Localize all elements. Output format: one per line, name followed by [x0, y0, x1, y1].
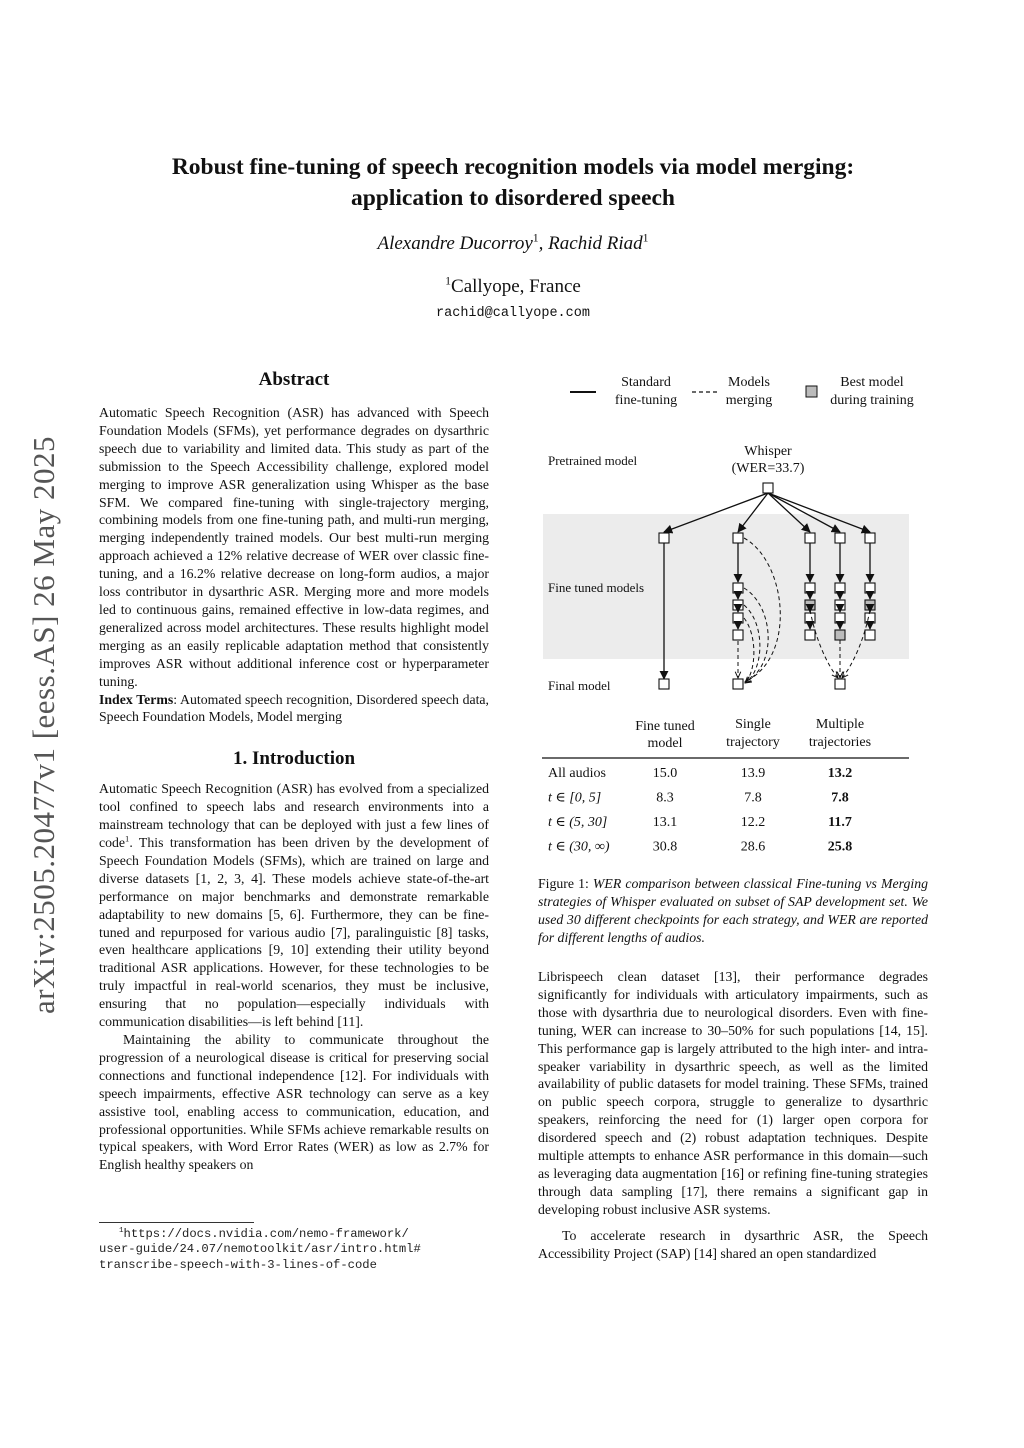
footnote-mark[interactable]: 1: [125, 833, 130, 844]
checkpoint-box: [733, 583, 743, 593]
arxiv-identifier: arXiv:2505.20477v1 [eess.AS] 26 May 2025: [26, 436, 61, 1014]
checkpoint-box: [763, 483, 773, 493]
table-row-label: All audios: [548, 766, 606, 781]
caption-text: WER comparison between classical Fine-tuning vs Merging strategies of Whisper evaluated on subset of SAP development set. We used 30 different checkpoints for each strategy, and WER are reported for different lengths of audios.: [538, 876, 928, 945]
legend-gray-box: [806, 386, 817, 397]
intro-paragraph: Maintaining the ability to communicate throughout the progression of a neurological disease is critical for preserving social connections and functional independence [12]. For individuals with speech impairments, effective ASR technology can serve as a key assistive tool, enabling access to communication, education, and professional opportunities. While SFMs achieve remarkable results on typical speakers, with Word Error Rates (WER) as low as 2.7% for English healthy speakers on: [99, 1032, 489, 1173]
whisper-label: Whisper: [744, 444, 792, 459]
legend-label: Best model: [840, 375, 904, 390]
introduction-body: [99, 780, 489, 1174]
right-column: [538, 968, 928, 1263]
affiliation: [100, 276, 926, 298]
footnote: [99, 1227, 499, 1273]
title-line-2: application to disordered speech: [350, 185, 675, 211]
footnote-url-line[interactable]: https://docs.nvidia.com/nemo-framework/: [123, 1227, 409, 1241]
table-cell: 12.2: [740, 815, 766, 830]
table-col-header: Multiple: [815, 717, 865, 732]
checkpoint-box: [835, 600, 845, 610]
checkpoint-box: [835, 679, 845, 689]
index-terms-label: Index Terms: [99, 691, 174, 707]
intro-text: . This transformation has been driven by the development of Speech Foundation Models (SFMs), which are trained on large and diverse datasets [1, 2, 3, 4]. These models achieve state-of-the-art performance on major benchmarks and demonstrate remarkable adaptability to new domains [5, 6]. Furthermore, they can be fine-tuned and repurposed for various audio [7], paralinguistic [8] tasks, even healthcare applications [9, 10] extending their utility beyond traditional ASR applications. However, for these technologies to be truly impactful in real-world scenarios, they must be inclusive, ensuring that no population—especially individuals with communication disabilities—is left behind [11].: [99, 835, 489, 1030]
author-separator: ,: [538, 233, 549, 254]
checkpoint-box: [733, 533, 743, 543]
figure-legend: [570, 375, 914, 408]
checkpoint-box: [805, 583, 815, 593]
affiliation-name: Callyope, France: [451, 276, 581, 297]
checkpoint-box: [865, 533, 875, 543]
footnote-rule: [99, 1222, 254, 1223]
author-list: [100, 233, 926, 255]
checkpoint-box: [805, 613, 815, 623]
table-col-header: Single: [735, 717, 771, 732]
table-cell: 13.1: [652, 815, 678, 830]
checkpoint-box: [865, 600, 875, 610]
table-row-label: t ∈ (30, ∞): [548, 839, 610, 855]
checkpoint-box: [733, 679, 743, 689]
abstract-text: Automatic Speech Recognition (ASR) has advanced with Speech Foundation Models (SFMs), yet performance degrades on dysarthric speech due to variability and limited data. This study as part of the submission to the Speech Accessibility challenge, explored model merging to improve ASR generalization using Whisper as the base SFM. We compared fine-tuning with single-trajectory merging, combining models from one fine-tuning path, and multi-run merging, merging independently trained models. Our best multi-run merging approach achieved a 12% relative decrease of WER over classic fine-tuning, and a 16.2% relative decrease on long-form audios, a major loss contributor in dysarthric ASR. Merging more and more models led to continuous gains, remained effective in low-data regimes, and generalized across model architectures. These results highlight model merging as an easily replicable adaptation method that consistently improves ASR without additional inference cost or hyperparameter tuning.: [99, 405, 489, 689]
table-cell: 7.8: [744, 790, 762, 806]
table-row-label: t ∈ (5, 30]: [548, 815, 608, 830]
checkpoint-box: [865, 613, 875, 623]
row-label-fine-tuned: Fine tuned models: [548, 580, 645, 595]
affiliation-mark: 1: [445, 274, 452, 288]
footnote-url-line[interactable]: user-guide/24.07/nemotoolkit/asr/intro.html#: [99, 1242, 421, 1257]
wer-table: [542, 717, 909, 855]
intro-text: Automatic Speech Recognition (ASR) has evolved from a specialized tool confined to speech labs and research environments into a mainstream technology that can be deployed with just a few lines of code: [99, 781, 489, 851]
table-cell: 30.8: [652, 839, 678, 855]
row-label-final: Final model: [548, 678, 611, 693]
table-col-header: model: [647, 736, 683, 751]
figure-1: [536, 366, 916, 862]
table-col-header: trajectories: [808, 735, 872, 750]
checkpoint-box: [733, 613, 743, 623]
legend-label: merging: [725, 393, 773, 408]
author-affil-mark: 1: [532, 231, 539, 245]
table-cell: 11.7: [828, 815, 852, 830]
checkpoint-box: [835, 583, 845, 593]
abstract-body: [99, 404, 489, 726]
checkpoint-box: [805, 600, 815, 610]
author-name: Alexandre Ducorroy: [377, 233, 533, 254]
abstract-heading: Abstract: [258, 369, 330, 390]
author-email[interactable]: rachid@callyope.com: [436, 306, 590, 321]
whisper-wer: (WER=33.7): [731, 461, 805, 476]
index-terms-text: : Automated speech recognition, Disordered speech data, Speech Foundation Models, Model merging: [99, 691, 489, 725]
body-paragraph: Librispeech clean dataset [13], their performance degrades significantly for individuals with articulatory impairments, such as those with dysarthria due to neurological disorders. Even with fine-tuning, WER can increase to 30–50% for such populations [14, 15]. This performance gap is largely attributed to the high inter- and intra-speaker variability in dysarthric speech, as well as the limited availability of public datasets for model training. These SFMs, trained on public speech corpora, struggle to generalize to dysarthric speakers, reinforcing the need for (1) larger open corpora for disordered speech and (2) robust adaptation techniques. Despite multiple attempts to enhance ASR performance in this domain—such as leveraging data augmentation [16] or refining fine-tuning strategies through data sampling [17], there remains a significant gap in developing robust inclusive ASR systems.: [538, 969, 928, 1217]
checkpoint-box: [733, 630, 743, 640]
table-col-header: Fine tuned: [635, 719, 695, 734]
table-col-header: trajectory: [726, 735, 780, 750]
checkpoint-box: [659, 679, 669, 689]
body-paragraph: To accelerate research in dysarthric ASR, the Speech Accessibility Project (SAP) [14] shared an open standardized: [538, 1227, 928, 1261]
legend-label: fine-tuning: [614, 393, 678, 408]
table-row-label: t ∈ [0, 5]: [548, 790, 602, 806]
figure-caption: [538, 875, 928, 947]
legend-label: during training: [830, 393, 914, 408]
footnote-url-line[interactable]: transcribe-speech-with-3-lines-of-code: [99, 1257, 377, 1272]
checkpoint-box: [733, 600, 743, 610]
table-cell: 8.3: [656, 790, 674, 806]
table-cell: 25.8: [827, 839, 853, 855]
left-column: [99, 369, 489, 1174]
table-cell: 7.8: [831, 790, 849, 806]
row-label-pretrained: Pretrained model: [548, 453, 638, 468]
title-line-1: Robust fine-tuning of speech recognition models via model merging:: [171, 154, 855, 180]
checkpoint-box: [835, 533, 845, 543]
section-heading-introduction: 1. Introduction: [232, 748, 356, 770]
checkpoint-box: [805, 533, 815, 543]
author-name: Rachid Riad: [548, 233, 643, 254]
intro-paragraph: [99, 780, 489, 1031]
author-affil-mark: 1: [642, 231, 649, 245]
table-cell: 15.0: [652, 766, 678, 781]
footnote-number: 1: [119, 1226, 124, 1235]
checkpoint-box: [835, 630, 845, 640]
table-cell: 13.9: [740, 766, 766, 781]
paper-title: [100, 152, 926, 214]
caption-label: Figure 1:: [538, 876, 589, 891]
checkpoint-box: [659, 533, 669, 543]
index-terms: [99, 691, 489, 727]
checkpoint-box: [865, 583, 875, 593]
legend-label: Standard: [621, 375, 671, 390]
checkpoint-box: [865, 630, 875, 640]
table-cell: 28.6: [740, 839, 766, 855]
checkpoint-box: [835, 613, 845, 623]
checkpoint-box: [805, 630, 815, 640]
legend-label: Models: [728, 375, 770, 390]
table-cell: 13.2: [827, 766, 853, 781]
